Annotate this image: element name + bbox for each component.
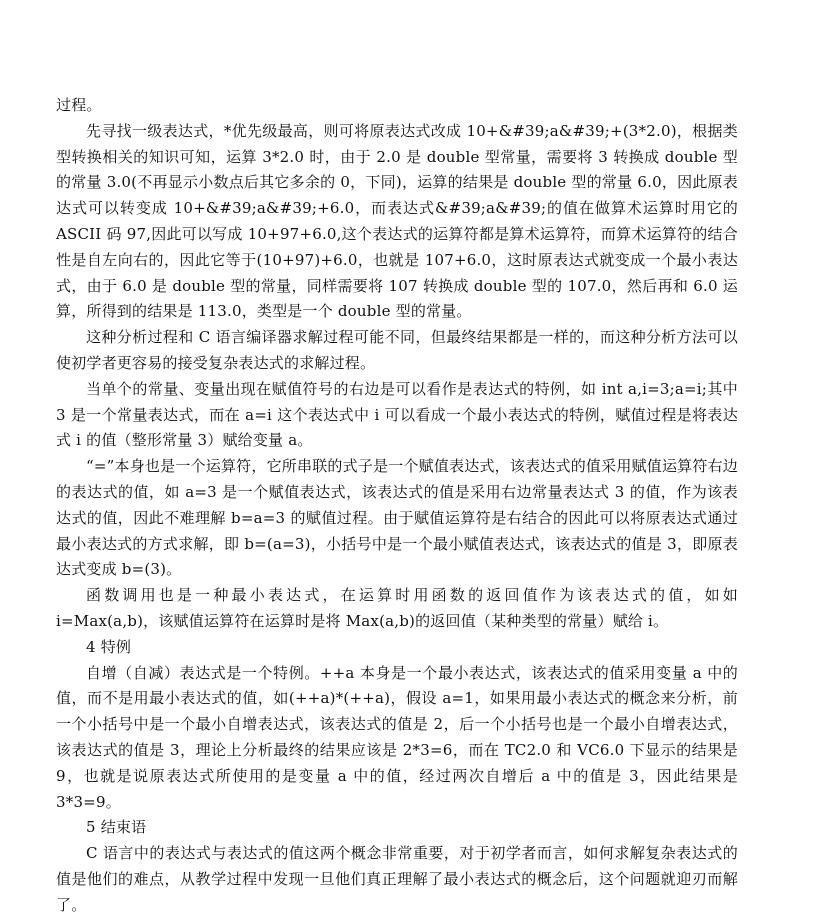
paragraph-function-call: 函数调用也是一种最小表达式，在运算时用函数的返回值作为该表达式的值，如如 i=Max(a,b)，该赋值运算符在运算时是将 Max(a,b)的返回值（某种类型的常量）赋给 i。 — [56, 586, 738, 630]
paragraph-assignment-operator: “=”本身也是一个运算符，它所串联的式子是一个赋值表达式，该表达式的值采用赋值运算符右边的表达式的值，如 a=3 是一个赋值表达式，该表达式的值是采用右边常量表达式 3 的值，作为该表达式的值，因此不难理解 b=a=3 的赋值过程。由于赋值运算符是右结合的因此可以将原表达式通过最小表达式的方式求解，即 b=(a=3)，小括号中是一个最小赋值表达式，该表达式的值是 3，即原表达式变成 b=(3)。 — [56, 457, 738, 579]
document-body — [56, 93, 738, 919]
paragraph-first-level-expression: 先寻找一级表达式，*优先级最高，则可将原表达式改成 10+&#39;a&#39;+(3*2.0)，根据类型转换相关的知识可知，运算 3*2.0 时，由于 2.0 是 double 型常量，需要将 3 转换成 double 型的常量 3.0(不再显示小数点后其它多余的 0，下同)，运算的结果是 double 型的常量 6.0，因此原表达式可以转变成 10+&#39;a&#39;+6.0，而表达式&#39;a&#39;的值在做算术运算时用它的 ASCII 码 97,因此可以写成 10+97+6.0,这个表达式的运算符都是算术运算符，而算术运算符的结合性是自左向右的，因此它等于(10+97)+6.0，也就是 107+6.0，这时原表达式就变成一个最小表达式，由于 6.0 是 double 型的常量，同样需要将 107 转换成 double 型的 107.0，然后再和 6.0 运算，所得到的结果是 113.0，类型是一个 double 型的常量。 — [56, 121, 738, 321]
paragraph-continuation: 过程。 — [56, 96, 102, 114]
paragraph-increment-expression: 自增（自减）表达式是一个特例。++a 本身是一个最小表达式，该表达式的值采用变量 a 中的值，而不是用最小表达式的值，如(++a)*(++a)，假设 a=1，如果用最小表达式的概念来分析，前一个小括号中是一个最小自增表达式，该表达式的值是 2，后一个小括号也是一个最小自增表达式，该表达式的值是 3，理论上分析最终的结果应该是 2*3=6，而在 TC2.0 和 VC6.0 下显示的结果是 9，也就是说原表达式所使用的是变量 a 中的值，经过两次自增后 a 中的值是 3，因此结果是 3*3=9。 — [56, 663, 738, 811]
paragraph-constant-variable-case: 当单个的常量、变量出现在赋值符号的右边是可以看作是表达式的特例，如 int a,i=3;a=i;其中 3 是一个常量表达式，而在 a=i 这个表达式中 i 可以看成一个最小表达式的特例，赋值过程是将表达式 i 的值（整形常量 3）赋给变量 a。 — [56, 379, 738, 450]
paragraph-conclusion: C 语言中的表达式与表达式的值这两个概念非常重要，对于初学者而言，如何求解复杂表达式的值是他们的难点，从教学过程中发现一旦他们真正理解了最小表达式的概念后，这个问题就迎刃而解了。 — [56, 844, 738, 914]
section-heading-special-case: 4 特例 — [86, 637, 132, 656]
paragraph-analysis-method: 这种分析过程和 C 语言编译器求解过程可能不同，但最终结果都是一样的，而这种分析方法可以使初学者更容易的接受复杂表达式的求解过程。 — [56, 328, 738, 372]
section-heading-conclusion: 5 结束语 — [86, 818, 147, 837]
